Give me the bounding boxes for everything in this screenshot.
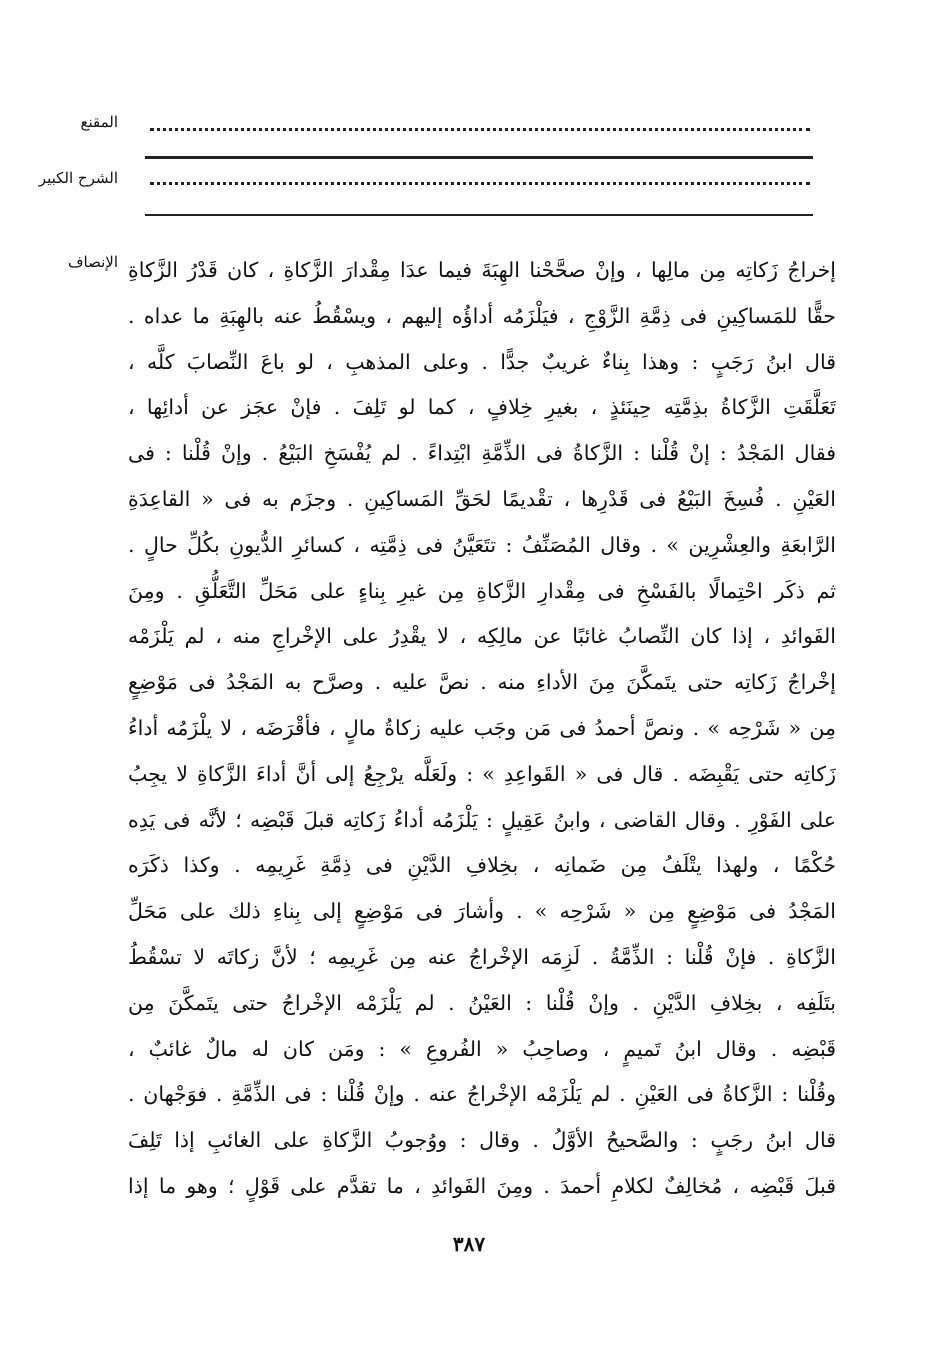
text-line: فقال المَجْدُ : إنْ قُلْنا : الزَّكاةُ فى الذِّمَّةِ ابْتِداءً . لم يُفْسَخِ البَيْعُ . وإنْ قُلْنا : فى	[128, 441, 836, 466]
text-line: زَكاتِه حتى يَقْبِضَه . قال فى « القَواعِدِ » : ولَعَلَّه يرْجِعُ إلى أنَّ أداءَ الزَّكاةِ لا يجِبُ	[128, 761, 836, 786]
text-line: إخراجُ زَكاتِه مِن مالِها ، وإنْ صحَّحْنا الهِبَةَ فيما عدَا مِقْدارَ الزَّكاةِ ، كان قَدْرُ الزَّكاةِ	[128, 258, 836, 282]
label-sharh-kabir: الشرح الكبير	[38, 169, 118, 187]
page-number: ٣٨٧	[452, 1232, 486, 1256]
separator-rule-thick	[145, 156, 813, 159]
text-line: قال ابنُ رجَبٍ : والصَّحيحُ الأوَّلُ . وقال : ووُجوبُ الزَّكاةِ على الغائبِ إذا تَلِفَ	[128, 1128, 836, 1153]
text-line: إخْراجُ زَكاتِه حتى يتَمكَّنَ مِنَ الأداءِ منه . نصَّ عليه . وصرَّح به المَجْدُ فى مَوْضِعٍ	[128, 670, 836, 695]
text-line: الفَوائدِ ، إذا كان النِّصابُ غائبًا عن مالِكِه ، لا يقْدِرُ على الإخْراجِ منه ، لم يَلْزَمْه	[128, 624, 836, 649]
text-line: مِن « شَرْحِه » . ونصَّ أحمدُ فى مَن وجَب عليه زكاةُ مالٍ ، فأقْرَضَه ، لا يلْزَمُه أداءُ	[128, 715, 836, 740]
text-line: وقُلْنا : الزَّكاةُ فى العَيْنِ . لم يَلْزَمْه الإخْراجُ عنه . وإنْ قُلْنا : فى الذِّمَّةِ . فوَجْهان .	[128, 1082, 836, 1107]
sharh-dotted-placeholder	[150, 178, 810, 185]
text-line: حقًّا للمَساكِينِ فى ذِمَّةِ الزَّوْجِ ، فيَلْزَمُه أداؤُه إليهم ، ويسْقُطُ عنه بالهِبَةِ ما عداه .	[128, 303, 836, 328]
text-line: المَجْدُ فى مَوْضِعٍ مِن « شَرْحِه » . وأشارَ فى مَوْضِعٍ إلى بِناءِ ذلك على مَحَلِّ	[128, 899, 836, 924]
text-line: حُكْمًا ، ولهذا يتْلَفُ مِن ضَمانِه ، بخِلافِ الدَّيْنِ فى ذِمَّةِ غَرِيمِه . وكذا ذكَرَه	[128, 853, 836, 878]
text-line: بتَلَفِه ، بخِلافِ الدَّيْنِ . وإنْ قُلْنا : العَيْنُ . لم يَلْزَمْه الإخْراجُ حتى يتَمكَّنَ مِن	[128, 990, 836, 1015]
insaf-body-text	[128, 248, 836, 1210]
text-line: الزَّكاةِ . فإنْ قُلْنا : الذِّمَّةُ . لَزِمَه الإخْراجُ عنه مِن غَرِيمِه ؛ لأنَّ زكاتَه لا تسْقُطُ	[128, 944, 836, 969]
text-line: تَعَلَّقَتِ الزَّكاةُ بذِمَّتِه حِينَئذٍ ، بغيرِ خِلافٍ ، كما لو تَلِفَ . فإنْ عجَز عن أدائِها ،	[128, 395, 836, 420]
label-muqni: المقنع	[80, 113, 118, 131]
text-line: قبلَ قَبْضِه ، مُخالِفٌ لكلامِ أحمدَ . ومِنَ الفَوائدِ ، ما تقدَّم على قَوْلٍ ؛ وهو ما إذا	[128, 1173, 836, 1198]
text-line: الرَّابعَةِ والعِشْرِين » . وقال المُصَنِّفُ : تتَعَيَّنُ فى ذِمَّتِه ، كسائرِ الدُّيونِ بكُلِّ حالٍ .	[128, 532, 836, 557]
text-line: قَبْضِه . وقال ابنُ تَميمٍ ، وصاحِبُ « الفُروعِ » : ومَن كان له مالٌ غائبٌ ،	[128, 1036, 836, 1061]
label-insaf: الإنصاف	[67, 253, 118, 271]
text-line: العَيْنِ . فُسِخَ البَيْعُ فى قَدْرِها ، تقْديمًا لحَقِّ المَساكِينِ . وجزَم به فى « القاعِدَةِ	[128, 486, 836, 511]
separator-rule-thin	[145, 214, 813, 216]
text-line: على الفَوْرِ . وقال القاضى ، وابنُ عَقِيلٍ : يَلْزَمُه أداءُ زَكاتِه قبلَ قَبْضِه ؛ لأنَّه فى يَدِه	[128, 807, 836, 832]
text-line: قال ابنُ رَجَبٍ : وهذا بِناءٌ غريبٌ جدًّا . وعلى المذهبِ ، لو باعَ النِّصابَ كلَّه ،	[128, 349, 836, 374]
text-line: ثم ذكَر احْتِمالًا بالفَسْخِ فى مِقْدارِ الزَّكاةِ مِن غيرِ بِناءٍ على مَحَلِّ التَّعَلُّقِ . ومِنَ	[128, 578, 836, 603]
muqni-dotted-placeholder	[150, 124, 810, 131]
